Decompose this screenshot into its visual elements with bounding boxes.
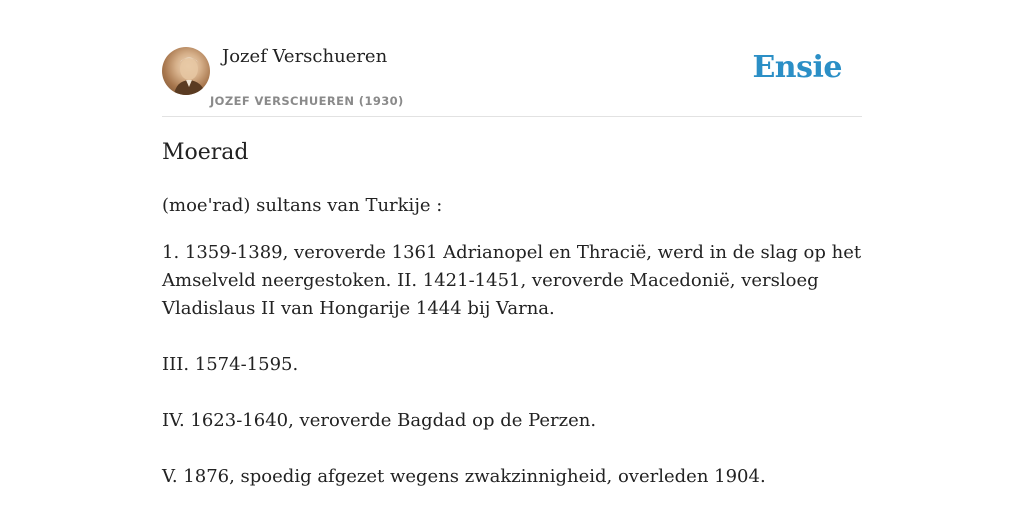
author-name[interactable]: Jozef Verschueren [222, 46, 388, 67]
author-portrait-icon [162, 47, 210, 95]
entry-paragraph: V. 1876, spoedig afgezet wegens zwakzinnigheid, overleden 1904. [162, 466, 766, 487]
entry-paragraph: 1. 1359-1389, veroverde 1361 Adrianopel en Thracië, werd in de slag op het Amselveld neergestoken. II. 1421-1451, veroverde Macedonië, versloeg Vladislaus II van Hongarije 1444 bij Varna. [162, 242, 862, 319]
entry-paragraph: (moe'rad) sultans van Turkije : [162, 195, 443, 216]
entry-title: Moerad [162, 140, 249, 165]
brand-logo[interactable]: Ensie [752, 50, 842, 85]
author-avatar[interactable] [162, 47, 210, 95]
author-meta: JOZEF VERSCHUEREN (1930) [210, 94, 404, 108]
entry-paragraph: IV. 1623-1640, veroverde Bagdad op de Perzen. [162, 410, 597, 431]
entry-paragraph: III. 1574-1595. [162, 354, 299, 375]
entry-header [162, 0, 862, 117]
page-container [162, 0, 862, 487]
entry-body [162, 192, 862, 512]
